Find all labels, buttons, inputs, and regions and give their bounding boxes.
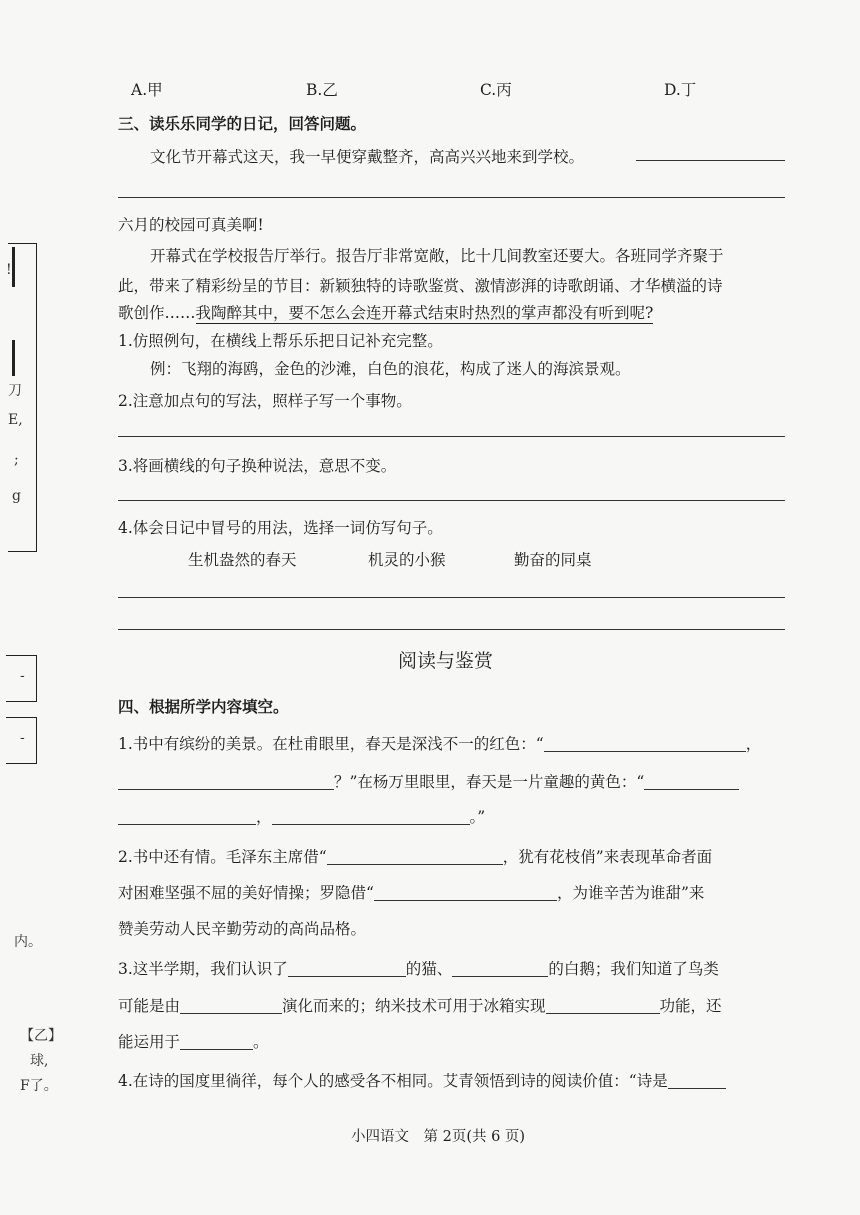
q4-4-line1	[118, 1070, 726, 1092]
option-c: C.丙	[480, 81, 512, 99]
answer-line	[636, 160, 785, 161]
q4-1-text-d: ，	[256, 808, 272, 826]
diary-para3-line3	[118, 302, 653, 324]
option-a: A.甲	[131, 81, 163, 99]
fill-blank[interactable]	[118, 771, 334, 790]
page-footer: 小四语文 第 2页(共 6 页)	[351, 1129, 526, 1145]
q4-2-text-c: 对困难坚强不屈的美好情操；罗隐借“	[118, 884, 374, 902]
q4-3-text-d: 可能是由	[118, 997, 181, 1015]
q4-3-text-a: 3.这半学期，我们认识了	[118, 960, 288, 978]
q3-3: 3.将画横线的句子换种说法，意思不变。	[118, 457, 397, 475]
answer-line	[118, 500, 785, 501]
fill-blank[interactable]	[180, 1031, 253, 1050]
binding-tick	[12, 247, 15, 287]
q3-1-example: 例：飞翔的海鸥，金色的沙滩，白色的浪花，构成了迷人的海滨景观。	[150, 360, 631, 378]
binding-tick	[12, 340, 15, 376]
q3-4: 4.体会日记中冒号的用法，选择一词仿写句子。	[118, 519, 443, 537]
q4-1-text-c: ？”在杨万里眼里，春天是一片童趣的黄色：“	[334, 773, 645, 791]
margin-fragment: 内。	[14, 934, 42, 950]
q4-3-text-g: 能运用于	[118, 1033, 181, 1051]
q4-3-line2	[118, 995, 722, 1017]
q4-1-line1	[118, 733, 761, 755]
word-choice-1: 生机盎然的春天	[188, 551, 297, 569]
word-choice-2: 机灵的小猴	[368, 551, 446, 569]
margin-fragment: -	[20, 668, 25, 684]
fill-blank[interactable]	[546, 995, 660, 1014]
fill-blank[interactable]	[272, 806, 470, 825]
word-choice-3: 勤奋的同桌	[514, 551, 592, 569]
q4-1-text-e: 。”	[469, 808, 486, 826]
margin-fragment: 球,	[30, 1053, 49, 1069]
q4-1-line2	[118, 771, 739, 793]
q4-3-text-b: 的猫、	[405, 960, 453, 978]
q4-3-text-h: 。	[253, 1033, 269, 1051]
margin-fragment: F了。	[20, 1078, 58, 1094]
margin-fragment: Ε,	[8, 412, 23, 428]
fill-blank[interactable]	[452, 958, 548, 977]
margin-fragment: 【乙】	[20, 1028, 62, 1044]
q4-1-text-b: ，	[745, 735, 762, 753]
q4-2-text-d: ，为谁辛苦为谁甜”来	[556, 884, 705, 902]
margin-fragment: 刀	[8, 383, 22, 399]
margin-fragment: -	[20, 730, 25, 746]
q4-2-line3: 赞美劳动人民辛勤劳动的高尚品格。	[118, 920, 367, 938]
answer-line	[118, 436, 785, 437]
diary-para3-line3-start: 歌创作……	[118, 304, 196, 322]
section4-heading: 四、根据所学内容填空。	[118, 697, 289, 716]
q4-3-line1	[118, 958, 719, 980]
margin-fragment: !	[6, 262, 12, 278]
fill-blank[interactable]	[644, 771, 739, 790]
q3-2: 2.注意加点句的写法，照样子写一个事物。	[118, 392, 412, 410]
q3-1: 1.仿照例句，在横线上帮乐乐把日记补充完整。	[118, 332, 443, 350]
diary-para2: 六月的校园可真美啊!	[118, 216, 264, 234]
answer-line	[118, 629, 785, 630]
q4-2-line1	[118, 846, 712, 868]
q4-3-text-f: 功能，还	[659, 997, 722, 1015]
fill-blank[interactable]	[180, 995, 282, 1014]
q4-3-text-e: 演化而来的；纳米技术可用于冰箱实现	[282, 997, 546, 1015]
fill-blank[interactable]	[288, 958, 406, 977]
q4-3-line3	[118, 1031, 269, 1053]
margin-fragment: ;	[14, 452, 19, 468]
section3-heading: 三、读乐乐同学的日记，回答问题。	[118, 114, 367, 133]
answer-line	[118, 197, 785, 198]
reading-section-title: 阅读与鉴赏	[398, 650, 494, 672]
q4-2-text-a: 2.书中还有情。毛泽东主席借“	[118, 848, 327, 866]
diary-para3-line2: 此，带来了精彩纷呈的节目：新颖独特的诗歌鉴赏、激情澎湃的诗歌朗诵、才华横溢的诗	[118, 277, 723, 295]
q4-4-text-a: 4.在诗的国度里徜徉，每个人的感受各不相同。艾青领悟到诗的阅读价值：“诗是	[118, 1072, 668, 1090]
q4-2-text-b: ，犹有花枝俏”来表现革命者面	[502, 848, 713, 866]
q4-1-line3	[118, 806, 485, 828]
fill-blank[interactable]	[668, 1070, 726, 1089]
fill-blank[interactable]	[374, 882, 557, 901]
diary-para1: 文化节开幕式这天，我一早便穿戴整齐，高高兴兴地来到学校。	[150, 148, 585, 166]
fill-blank[interactable]	[118, 806, 256, 825]
q4-1-text-a: 1.书中有缤纷的美景。在杜甫眼里，春天是深浅不一的红色：“	[118, 735, 544, 753]
q4-3-text-c: 的白鹅；我们知道了鸟类	[548, 960, 719, 978]
fill-blank[interactable]	[544, 733, 746, 752]
underlined-sentence: 我陶醉其中，要不怎么会连开幕式结束时热烈的掌声都没有听到呢?	[195, 304, 654, 322]
option-d: D.丁	[664, 81, 697, 99]
q4-2-line2	[118, 882, 704, 904]
margin-fragment: g	[12, 488, 21, 504]
answer-line	[118, 597, 785, 598]
option-b: B.乙	[306, 81, 338, 99]
fill-blank[interactable]	[327, 846, 503, 865]
diary-para3-line1: 开幕式在学校报告厅举行。报告厅非常宽敞，比十几间教室还要大。各班同学齐聚于	[150, 247, 724, 265]
